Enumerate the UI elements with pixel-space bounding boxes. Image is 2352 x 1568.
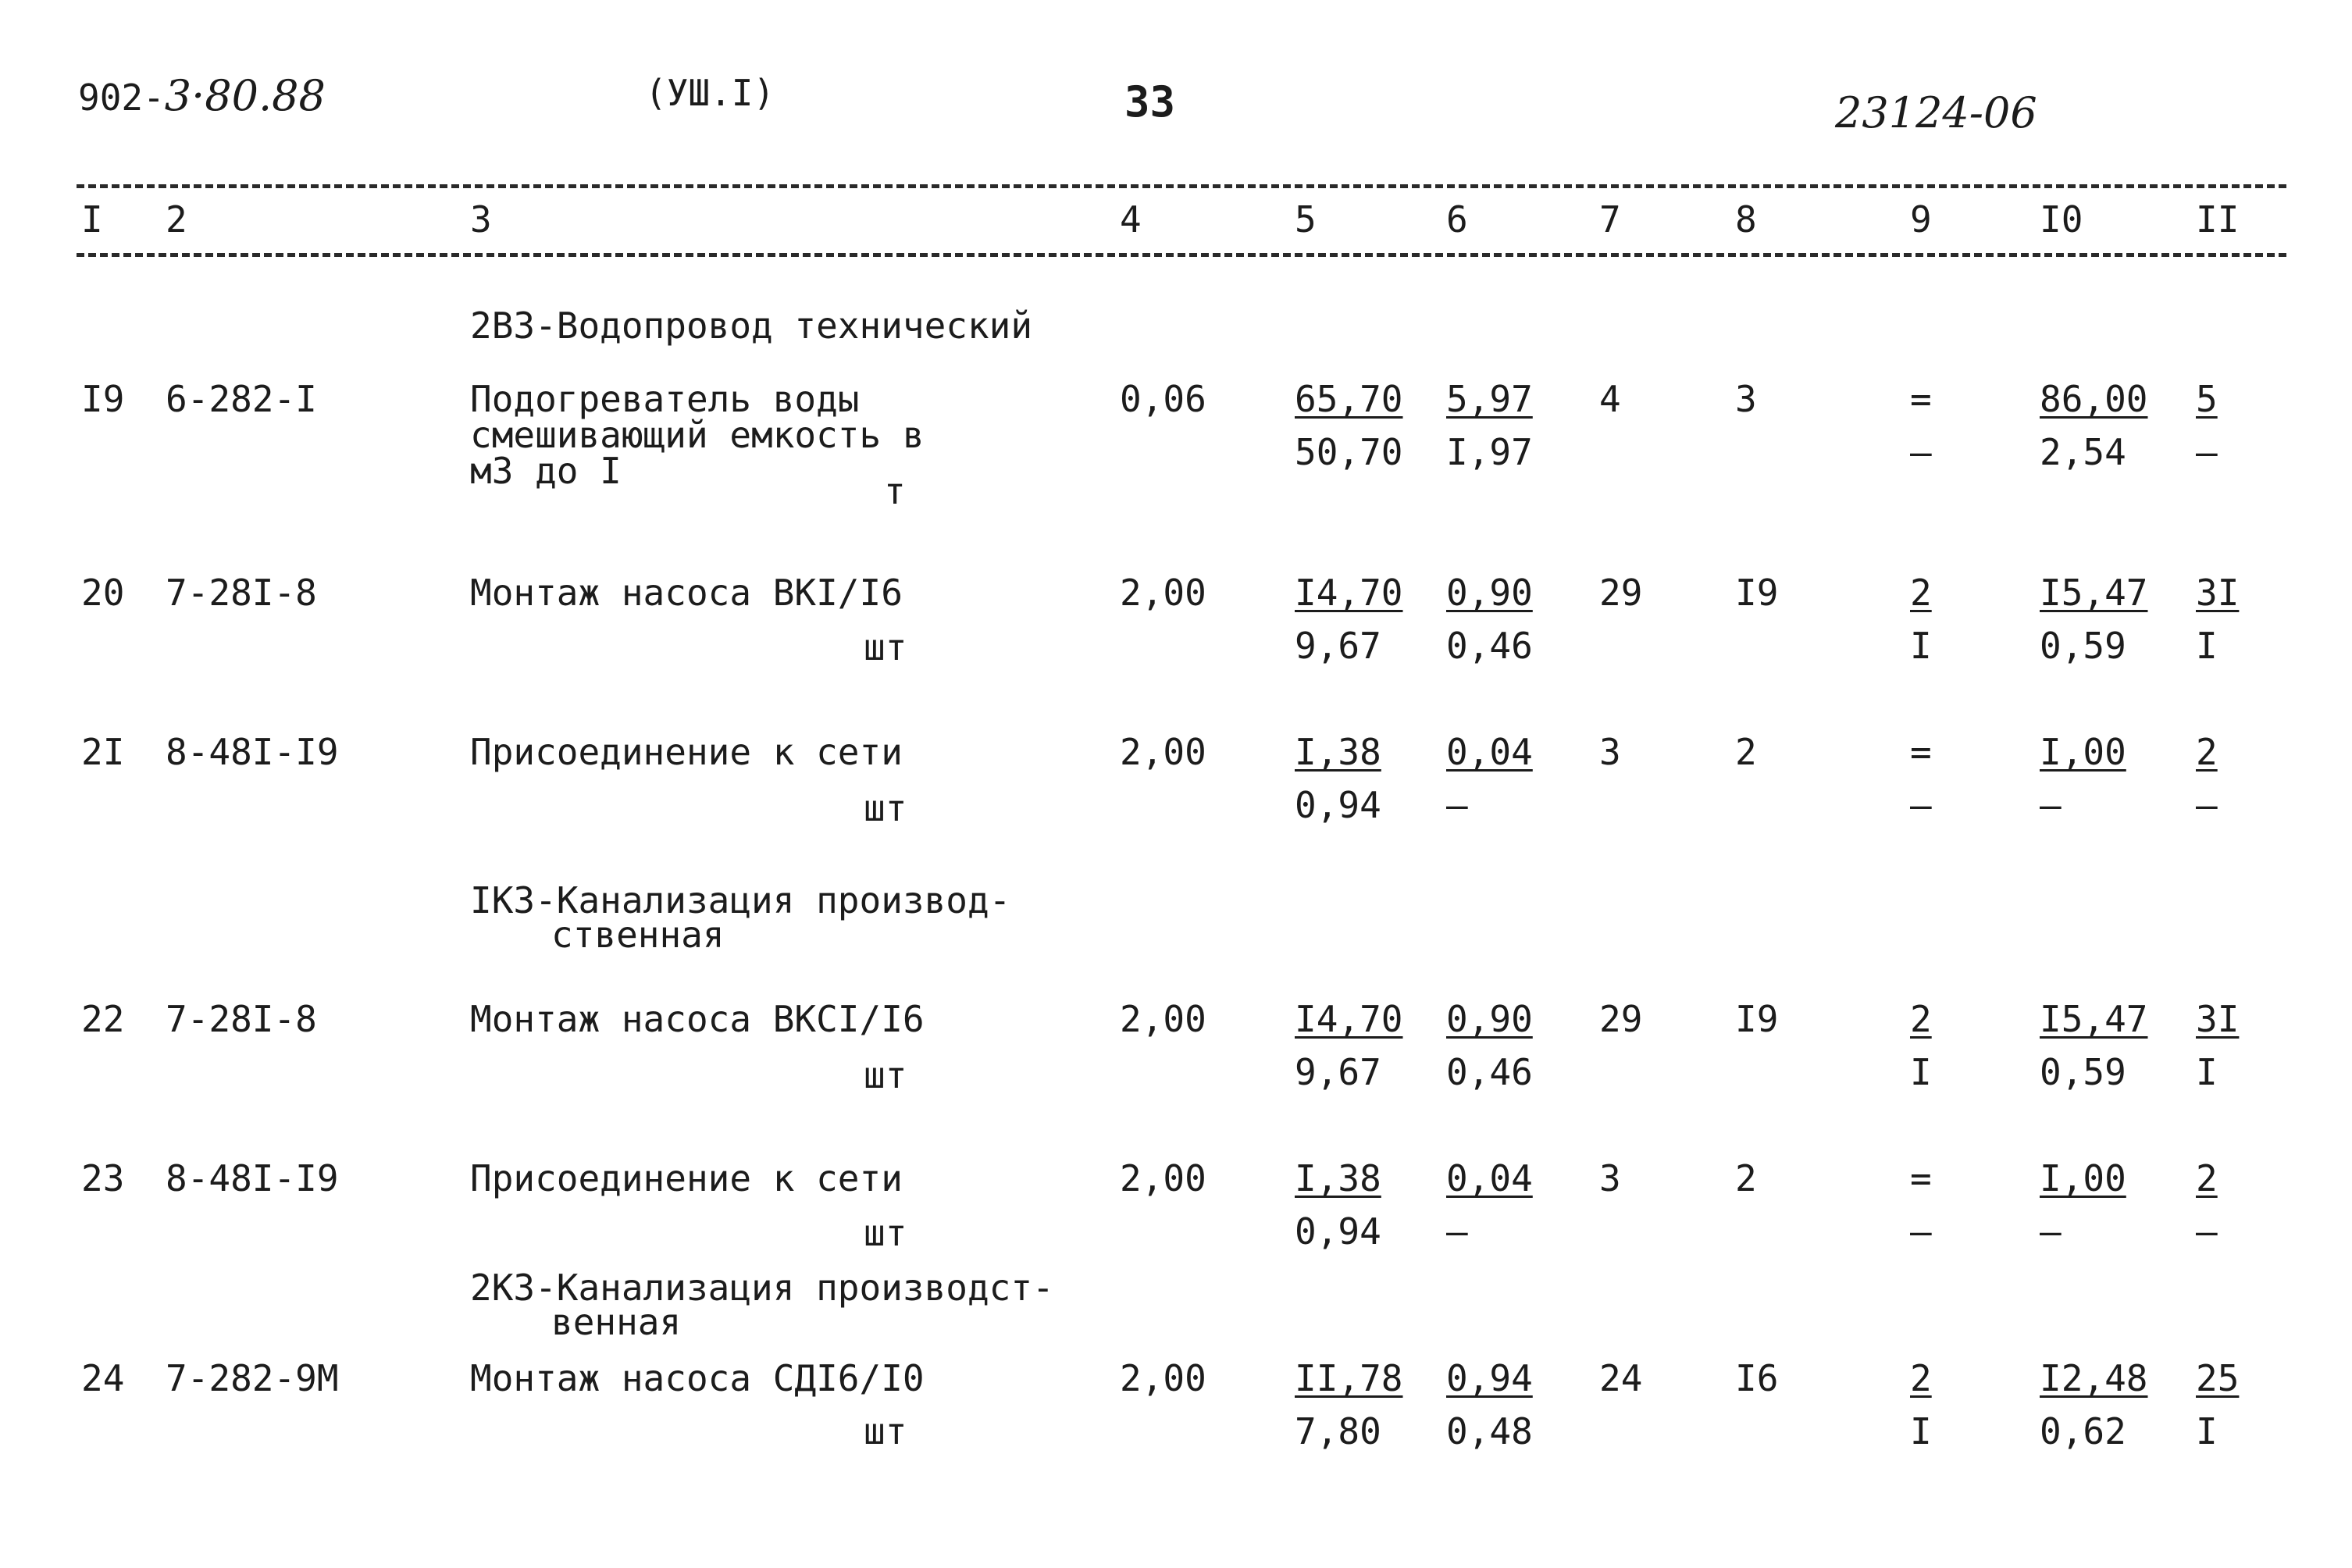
row-number: 23 bbox=[81, 1157, 125, 1199]
cell-c5-top: I4,70 bbox=[1295, 572, 1403, 614]
cell-c8: 2 bbox=[1735, 1157, 1757, 1199]
column-header: I0 bbox=[2040, 198, 2083, 241]
cell-c6-bottom: – bbox=[1446, 1210, 1468, 1253]
cell-c9-top: = bbox=[1910, 731, 1932, 773]
row-code: 8-48I-I9 bbox=[166, 731, 339, 773]
row-code: 8-48I-I9 bbox=[166, 1157, 339, 1199]
cell-c8: 3 bbox=[1735, 378, 1757, 420]
cell-c7: 3 bbox=[1599, 1157, 1621, 1199]
cell-c11-bottom: – bbox=[2196, 431, 2218, 473]
cell-c11-bottom: I bbox=[2196, 1410, 2218, 1452]
row-unit: т bbox=[884, 470, 906, 512]
row-number: 24 bbox=[81, 1357, 125, 1399]
cell-c10-top: I2,48 bbox=[2040, 1357, 2148, 1399]
cell-c10-top: I,00 bbox=[2040, 731, 2126, 773]
cell-quantity: 2,00 bbox=[1120, 998, 1206, 1040]
cell-c9-top: = bbox=[1910, 378, 1932, 420]
cell-c9-top: 2 bbox=[1910, 572, 1932, 614]
cell-c10-bottom: – bbox=[2040, 784, 2062, 826]
cell-c9-bottom: I bbox=[1910, 1051, 1932, 1093]
cell-quantity: 2,00 bbox=[1120, 572, 1206, 614]
row-code: 6-282-I bbox=[166, 378, 317, 420]
cell-c9-top: 2 bbox=[1910, 1357, 1932, 1399]
cell-c10-bottom: 2,54 bbox=[2040, 431, 2126, 473]
column-header: 8 bbox=[1735, 198, 1757, 241]
cell-c10-top: I5,47 bbox=[2040, 572, 2148, 614]
cell-c5-top: I,38 bbox=[1295, 1157, 1381, 1199]
cell-c8: I9 bbox=[1735, 572, 1779, 614]
column-header: 6 bbox=[1446, 198, 1468, 241]
column-header: 5 bbox=[1295, 198, 1317, 241]
cell-c8: I9 bbox=[1735, 998, 1779, 1040]
row-description: Монтаж насоса СДI6/I0 bbox=[470, 1357, 925, 1399]
cell-c7: 29 bbox=[1599, 998, 1643, 1040]
section-title: 2В3-Водопровод технический bbox=[470, 305, 1033, 347]
cell-c10-bottom: 0,59 bbox=[2040, 1051, 2126, 1093]
cell-c9-top: 2 bbox=[1910, 998, 1932, 1040]
section-label: (УШ.I) bbox=[645, 72, 775, 114]
row-code: 7-28I-8 bbox=[166, 572, 317, 614]
cell-c6-bottom: – bbox=[1446, 784, 1468, 826]
reference-number: 23124-06 bbox=[1835, 88, 2037, 137]
row-unit: шт bbox=[864, 1410, 907, 1452]
column-header: 2 bbox=[166, 198, 187, 241]
section-title: 2К3-Канализация производст- bbox=[470, 1267, 1054, 1309]
cell-c10-top: 86,00 bbox=[2040, 378, 2148, 420]
row-description: Монтаж насоса ВКI/I6 bbox=[470, 572, 903, 614]
cell-c7: 24 bbox=[1599, 1357, 1643, 1399]
cell-c9-bottom: – bbox=[1910, 784, 1932, 826]
cell-c6-top: 0,90 bbox=[1446, 572, 1533, 614]
table-top-rule bbox=[77, 184, 2286, 188]
row-unit: шт bbox=[864, 626, 907, 668]
cell-c11-bottom: I bbox=[2196, 1051, 2218, 1093]
cell-c5-bottom: 9,67 bbox=[1295, 625, 1381, 667]
cell-c10-top: I5,47 bbox=[2040, 998, 2148, 1040]
row-description: м3 до I bbox=[470, 450, 622, 492]
row-number: I9 bbox=[81, 378, 125, 420]
cell-c8: I6 bbox=[1735, 1357, 1779, 1399]
row-number: 22 bbox=[81, 998, 125, 1040]
row-description: Подогреватель воды bbox=[470, 378, 860, 420]
cell-c6-top: 5,97 bbox=[1446, 378, 1533, 420]
cell-c10-bottom: – bbox=[2040, 1210, 2062, 1253]
cell-c11-top: 2 bbox=[2196, 731, 2218, 773]
cell-quantity: 2,00 bbox=[1120, 1357, 1206, 1399]
cell-c7: 4 bbox=[1599, 378, 1621, 420]
cell-quantity: 2,00 bbox=[1120, 1157, 1206, 1199]
column-header: 3 bbox=[470, 198, 492, 241]
cell-c6-top: 0,04 bbox=[1446, 731, 1533, 773]
cell-c9-bottom: I bbox=[1910, 625, 1932, 667]
row-number: 2I bbox=[81, 731, 125, 773]
cell-c10-bottom: 0,59 bbox=[2040, 625, 2126, 667]
document-code-prefix: 902- bbox=[78, 77, 165, 119]
cell-c10-top: I,00 bbox=[2040, 1157, 2126, 1199]
section-title-continued: ственная bbox=[551, 914, 725, 956]
page-number: 33 bbox=[1124, 77, 1176, 127]
row-unit: шт bbox=[864, 1054, 907, 1096]
cell-c5-top: I,38 bbox=[1295, 731, 1381, 773]
cell-c5-top: II,78 bbox=[1295, 1357, 1403, 1399]
cell-c6-top: 0,04 bbox=[1446, 1157, 1533, 1199]
row-code: 7-28I-8 bbox=[166, 998, 317, 1040]
column-header: 9 bbox=[1910, 198, 1932, 241]
cell-c9-bottom: – bbox=[1910, 1210, 1932, 1253]
cell-c9-top: = bbox=[1910, 1157, 1932, 1199]
cell-c9-bottom: – bbox=[1910, 431, 1932, 473]
cell-c6-bottom: 0,48 bbox=[1446, 1410, 1533, 1452]
cell-c11-top: 5 bbox=[2196, 378, 2218, 420]
cell-c5-bottom: 7,80 bbox=[1295, 1410, 1381, 1452]
cell-c11-bottom: – bbox=[2196, 1210, 2218, 1253]
cell-c9-bottom: I bbox=[1910, 1410, 1932, 1452]
document-code-handwritten: 3·80.88 bbox=[164, 71, 326, 120]
cell-c5-bottom: 9,67 bbox=[1295, 1051, 1381, 1093]
cell-c11-top: 2 bbox=[2196, 1157, 2218, 1199]
row-unit: шт bbox=[864, 787, 907, 829]
cell-c10-bottom: 0,62 bbox=[2040, 1410, 2126, 1452]
column-header: 7 bbox=[1599, 198, 1621, 241]
cell-c7: 3 bbox=[1599, 731, 1621, 773]
row-code: 7-282-9М bbox=[166, 1357, 339, 1399]
row-description: Монтаж насоса ВКСI/I6 bbox=[470, 998, 925, 1040]
cell-c6-bottom: 0,46 bbox=[1446, 625, 1533, 667]
cell-c6-bottom: 0,46 bbox=[1446, 1051, 1533, 1093]
document-code bbox=[78, 71, 326, 120]
cell-c6-top: 0,94 bbox=[1446, 1357, 1533, 1399]
cell-c7: 29 bbox=[1599, 572, 1643, 614]
row-description: Присоединение к сети bbox=[470, 1157, 903, 1199]
cell-c5-bottom: 0,94 bbox=[1295, 784, 1381, 826]
table-header-rule bbox=[77, 253, 2286, 257]
cell-c6-top: 0,90 bbox=[1446, 998, 1533, 1040]
cell-c8: 2 bbox=[1735, 731, 1757, 773]
cell-quantity: 0,06 bbox=[1120, 378, 1206, 420]
cell-c11-top: 3I bbox=[2196, 572, 2240, 614]
cell-c11-bottom: I bbox=[2196, 625, 2218, 667]
column-header: 4 bbox=[1120, 198, 1142, 241]
row-description: смешивающий емкость в bbox=[470, 414, 925, 456]
cell-c5-bottom: 50,70 bbox=[1295, 431, 1403, 473]
cell-c5-top: I4,70 bbox=[1295, 998, 1403, 1040]
row-description: Присоединение к сети bbox=[470, 731, 903, 773]
cell-c11-top: 25 bbox=[2196, 1357, 2240, 1399]
row-unit: шт bbox=[864, 1212, 907, 1254]
cell-c11-top: 3I bbox=[2196, 998, 2240, 1040]
section-title: IК3-Канализация производ- bbox=[470, 879, 1011, 921]
column-header: I bbox=[81, 198, 103, 241]
cell-c5-bottom: 0,94 bbox=[1295, 1210, 1381, 1253]
column-header: II bbox=[2196, 198, 2240, 241]
section-title-continued: венная bbox=[551, 1301, 682, 1343]
cell-c11-bottom: – bbox=[2196, 784, 2218, 826]
cell-quantity: 2,00 bbox=[1120, 731, 1206, 773]
row-number: 20 bbox=[81, 572, 125, 614]
cell-c6-bottom: I,97 bbox=[1446, 431, 1533, 473]
cell-c5-top: 65,70 bbox=[1295, 378, 1403, 420]
